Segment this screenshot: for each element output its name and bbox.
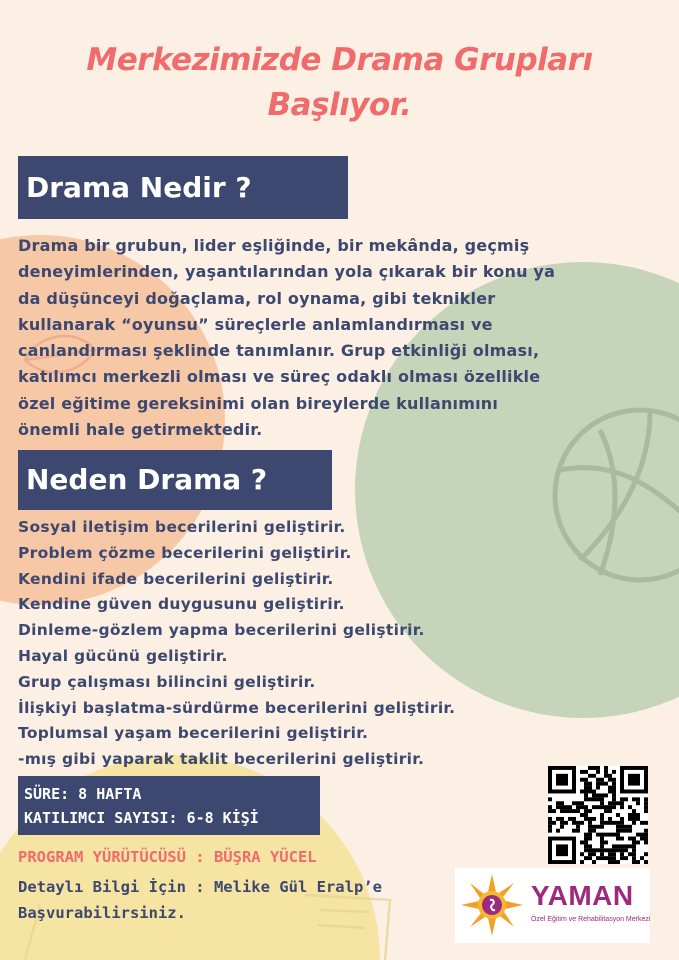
sun-emblem-icon [459,872,525,938]
benefit-item: Hayal gücünü geliştirir. [18,646,228,665]
benefit-item: Sosyal iletişim becerilerini geliştirir. [18,518,346,536]
benefit-item: -mış gibi yaparak taklit becerilerini geliştirir. [18,750,425,769]
benefit-item: Dinleme-gözlem yapma becerilerini geliştirir. [18,621,425,640]
contact-line-1: Detaylı Bilgi İçin : Melike Gül Eralp’e [18,878,382,896]
qr-code[interactable] [548,766,648,864]
yaman-logo [455,868,650,943]
program-executive: PROGRAM YÜRÜTÜCÜSÜ : BÜŞRA YÜCEL [18,848,317,866]
drama-definition-paragraph [18,233,588,443]
paragraph-line: katılımcı merkezli olması ve süreç odaklı olması özellikle [18,367,541,387]
benefit-item: Kendine güven duygusunu geliştirir. [18,595,345,614]
contact-line-2: Başvurabilirsiniz. [18,904,186,922]
paragraph-line: da düşünceyi doğaçlama, rol oynama, gibi teknikler [18,288,496,308]
title-line-1: Merkezimizde Drama Grupları [86,42,593,78]
benefit-item: Problem çözme becerilerini geliştirir. [18,543,352,562]
page-title [0,38,679,128]
paragraph-line: deneyimlerinden, yaşantılarından yola çıkarak bir konu ya [18,262,556,282]
benefit-item: İlişkiyi başlatma-sürdürme becerilerini geliştirir. [18,698,456,717]
logo-name: YAMAN [531,880,634,911]
paragraph-line: önemli hale getirmektedir. [18,420,263,440]
benefits-list [18,515,558,773]
paragraph-line: Drama bir grubun, lider eşliğinde, bir mekânda, geçmiş [18,236,530,255]
title-line-2: Başlıyor. [267,87,412,123]
contact-info [18,874,438,926]
participants-text: KATILIMCI SAYISI: 6-8 KİŞİ [24,809,259,827]
benefit-item: Toplumsal yaşam becerilerini geliştirir. [18,724,369,743]
section-heading-neden-drama: Neden Drama ? [18,450,332,510]
section-heading-drama-nedir: Drama Nedir ? [18,156,348,219]
paragraph-line: canlandırması şeklinde tanımlanır. Grup etkinliği olması, [18,341,540,361]
program-info-box [18,776,320,835]
benefit-item: Kendini ifade becerilerini geliştirir. [18,569,334,588]
logo-subtitle: Özel Eğitim ve Rehabilitasyon Merkezi [531,916,651,923]
paragraph-line: özel eğitime gereksinimi olan bireylerde kullanımını [18,393,499,413]
paragraph-line: kullanarak “oyunsu” süreçlerle anlamlandırması ve [18,314,493,334]
benefit-item: Grup çalışması bilincini geliştirir. [18,672,316,691]
duration-text: SÜRE: 8 HAFTA [24,785,142,803]
